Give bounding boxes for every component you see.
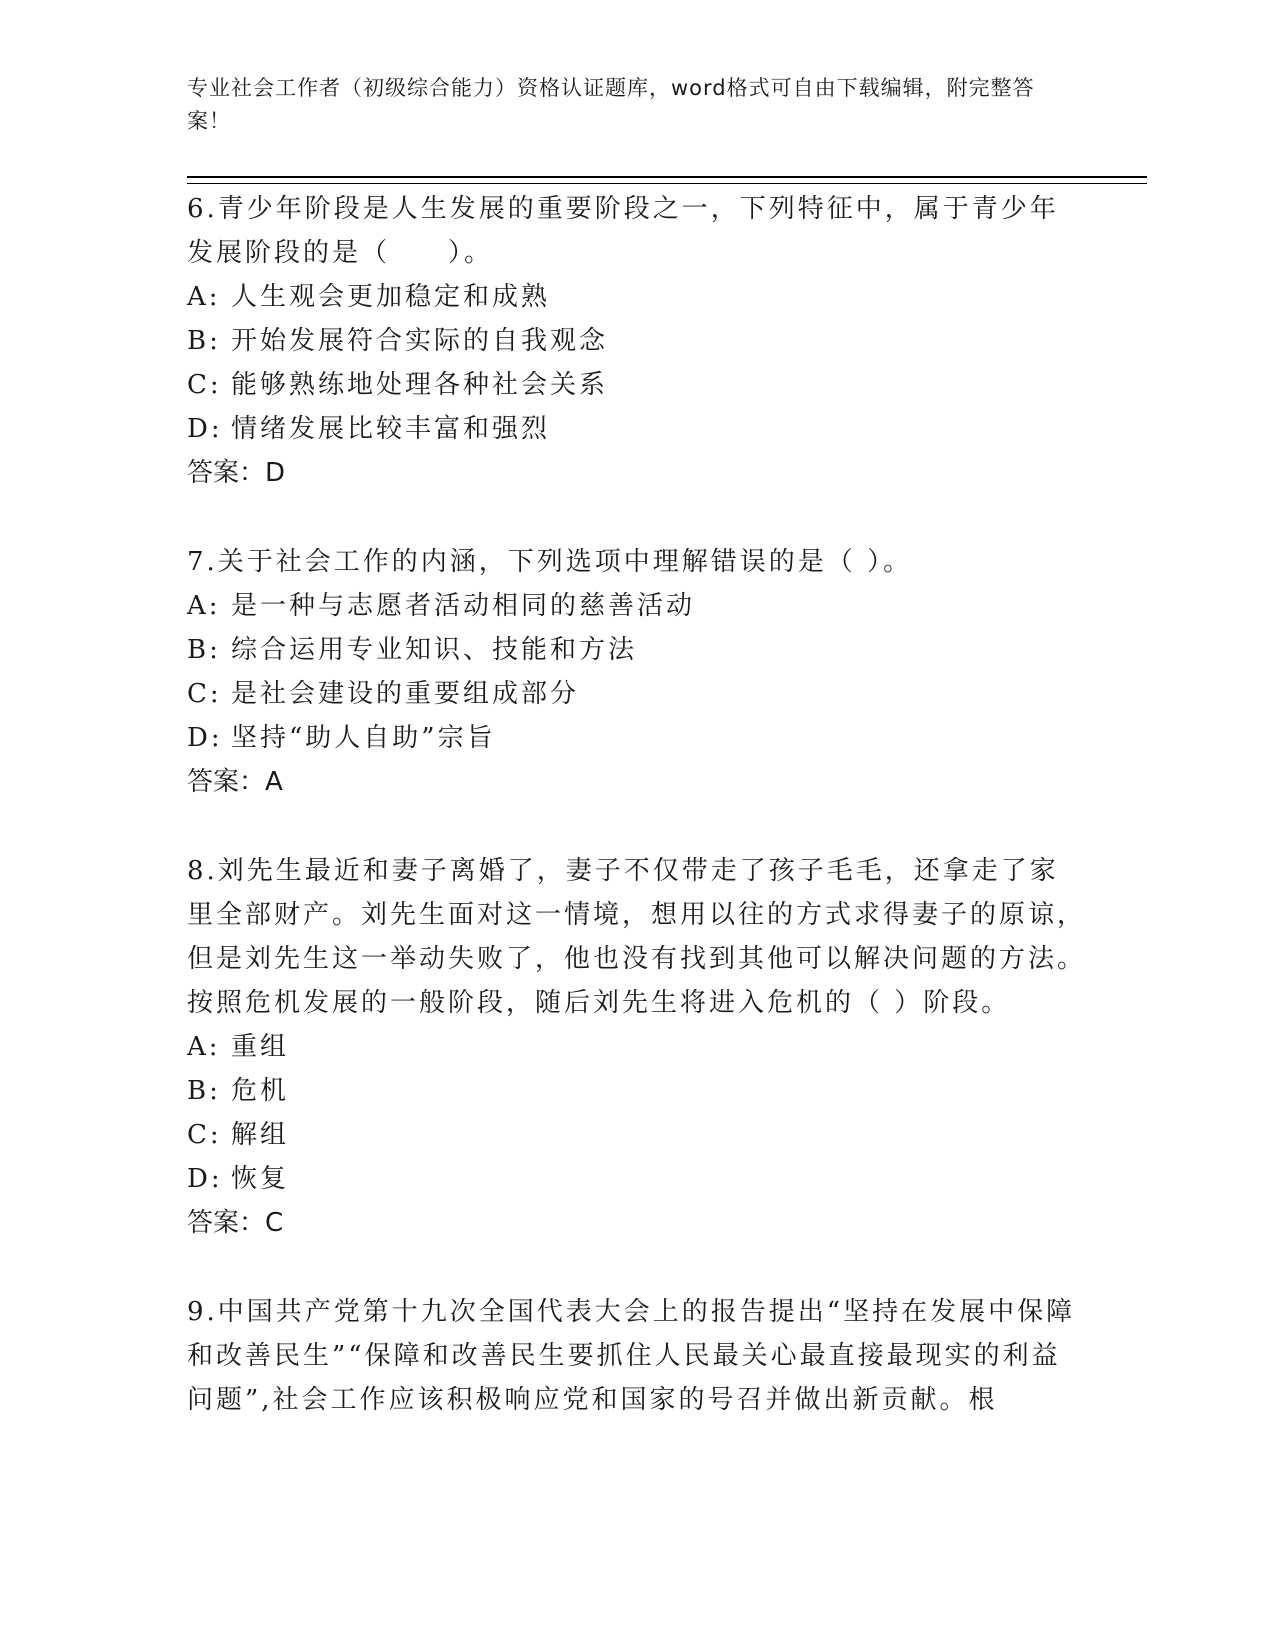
- option-c: [187, 1113, 1087, 1157]
- option-key: A:: [187, 591, 221, 621]
- option-text: 人生观会更加稳定和成熟: [231, 282, 551, 312]
- question-7: [187, 540, 1087, 804]
- answer-line: 答案：A: [187, 767, 283, 797]
- question-9: [187, 1290, 1087, 1422]
- option-text: 情绪发展比较丰富和强烈: [231, 414, 551, 444]
- option-text: 解组: [231, 1120, 290, 1150]
- option-key: A:: [187, 282, 221, 312]
- option-c: [187, 363, 1087, 407]
- option-c: [187, 672, 1087, 716]
- option-key: C:: [187, 679, 222, 709]
- header-rule-thin: [187, 183, 1147, 184]
- option-d: [187, 716, 1087, 760]
- option-b: [187, 628, 1087, 672]
- option-key: D:: [187, 414, 223, 444]
- answer-line: 答案：C: [187, 1208, 284, 1238]
- option-a: [187, 275, 1087, 319]
- option-d: [187, 1157, 1087, 1201]
- option-text: 坚持“助人自助”宗旨: [231, 723, 496, 753]
- option-key: B:: [187, 326, 221, 356]
- option-text: 重组: [231, 1032, 290, 1062]
- question-6: [187, 187, 1087, 495]
- option-key: B:: [187, 635, 221, 665]
- question-text: 9.中国共产党第十九次全国代表大会上的报告提出“坚持在发展中保障和改善民生”“保障和改善民生要抓住人民最关心最直接最现实的利益问题”,社会工作应该积极响应党和国家的号召并做出新贡献。根: [187, 1297, 1076, 1415]
- option-b: [187, 1069, 1087, 1113]
- page-header: 专业社会工作者（初级综合能力）资格认证题库，word格式可自由下载编辑，附完整答案！: [187, 76, 1035, 133]
- question-text: 6.青少年阶段是人生发展的重要阶段之一，下列特征中，属于青少年发展阶段的是（ ）。: [187, 194, 1059, 268]
- option-key: D:: [187, 723, 223, 753]
- question-text: 8.刘先生最近和妻子离婚了，妻子不仅带走了孩子毛毛，还拿走了家里全部财产。刘先生面对这一情境，想用以往的方式求得妻子的原谅，但是刘先生这一举动失败了，他也没有找到其他可以解决问题的方法。按照危机发展的一般阶段，随后刘先生将进入危机的（ ）阶段。: [187, 856, 1087, 1018]
- option-text: 是一种与志愿者活动相同的慈善活动: [231, 591, 696, 621]
- option-d: [187, 407, 1087, 451]
- option-text: 综合运用专业知识、技能和方法: [231, 635, 638, 665]
- option-b: [187, 319, 1087, 363]
- option-text: 能够熟练地处理各种社会关系: [231, 370, 609, 400]
- question-8: [187, 849, 1087, 1245]
- answer-line: 答案：D: [187, 458, 286, 488]
- option-key: D:: [187, 1164, 223, 1194]
- option-text: 开始发展符合实际的自我观念: [231, 326, 609, 356]
- question-text: 7.关于社会工作的内涵，下列选项中理解错误的是（ ）。: [187, 547, 913, 577]
- option-key: C:: [187, 370, 222, 400]
- option-key: C:: [187, 1120, 222, 1150]
- option-text: 危机: [231, 1076, 290, 1106]
- option-key: B:: [187, 1076, 221, 1106]
- option-text: 是社会建设的重要组成部分: [231, 679, 580, 709]
- option-key: A:: [187, 1032, 221, 1062]
- option-a: [187, 584, 1087, 628]
- header-rule-thick: [187, 176, 1147, 178]
- option-text: 恢复: [231, 1164, 290, 1194]
- option-a: [187, 1025, 1087, 1069]
- question-list: [187, 187, 1087, 1467]
